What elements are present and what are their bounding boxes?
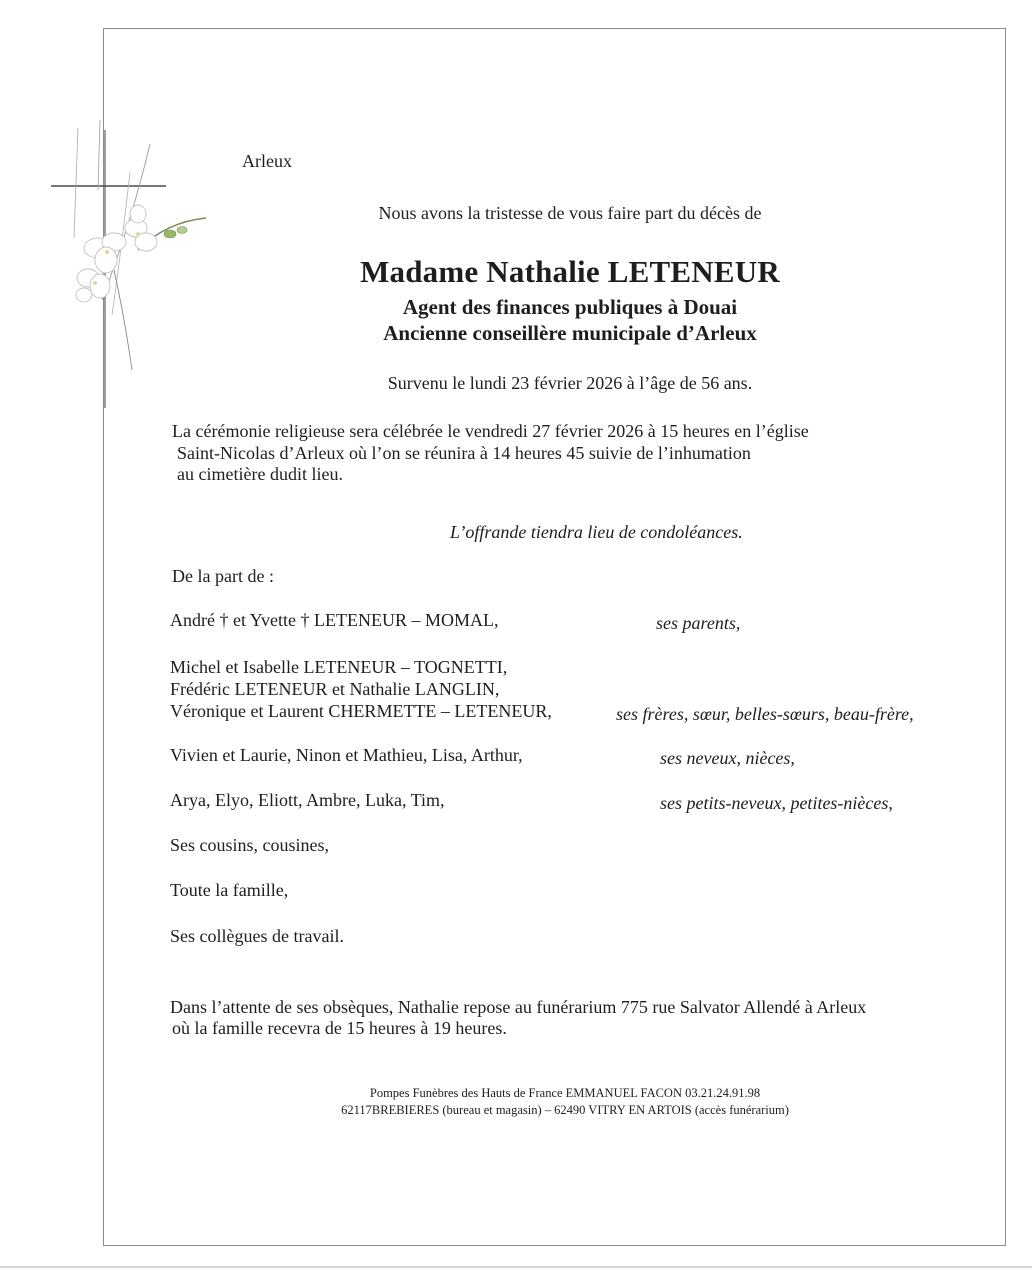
ceremony-line: Saint-Nicolas d’Arleux où l’on se réunira à 14 heures 45 suivie de l’inhumation [177,443,751,463]
family-relation: ses petits-neveux, petites-nièces, [660,793,893,813]
family-names: Michel et Isabelle LETENEUR – TOGNETTI, [170,657,508,677]
other-mourners: Ses cousins, cousines, [170,835,329,855]
family-relation: ses neveux, nièces, [660,748,795,768]
family-names: Véronique et Laurent CHERMETTE – LETENEUR, [170,701,552,721]
wake-info-line: Dans l’attente de ses obsèques, Nathalie repose au funérarium 775 rue Salvator Allendé à Arleux [170,997,867,1017]
from-label: De la part de : [172,566,274,586]
scan-edge [0,1266,1032,1268]
funeral-home-line: Pompes Funèbres des Hauts de France EMMANUEL FACON 03.21.24.91.98 [369,1086,761,1100]
funeral-home-line: 62117BREBIERES (bureau et magasin) – 62490 VITRY EN ARTOIS (accès funérarium) [341,1103,789,1117]
family-relation: ses frères, sœur, belles-sœurs, beau-frère, [616,704,914,724]
deceased-name: Madame Nathalie LETENEUR [360,254,780,289]
cross-with-orchid-icon [40,110,220,430]
other-mourners: Toute la famille, [170,880,289,900]
intro-text: Nous avons la tristesse de vous faire part du décès de [378,203,762,223]
other-mourners: Ses collègues de travail. [170,926,344,946]
ceremony-line: La cérémonie religieuse sera célébrée le vendredi 27 février 2026 à 15 heures en l’église [172,421,809,441]
deceased-title-2: Ancienne conseillère municipale d’Arleux [383,321,757,345]
wake-info-line: où la famille recevra de 15 heures à 19 heures. [172,1018,507,1038]
family-names: Vivien et Laurie, Ninon et Mathieu, Lisa, Arthur, [170,745,523,765]
offering-note: L’offrande tiendra lieu de condoléances. [450,522,743,542]
family-names: André † et Yvette † LETENEUR – MOMAL, [170,610,499,630]
place: Arleux [242,151,292,171]
family-relation: ses parents, [656,613,741,633]
family-names: Frédéric LETENEUR et Nathalie LANGLIN, [170,679,500,699]
orchid-icon [76,144,206,370]
deceased-title-1: Agent des finances publiques à Douai [402,295,738,319]
ceremony-line: au cimetière dudit lieu. [177,464,343,484]
family-names: Arya, Elyo, Eliott, Ambre, Luka, Tim, [170,790,445,810]
death-date: Survenu le lundi 23 février 2026 à l’âge de 56 ans. [387,373,753,393]
